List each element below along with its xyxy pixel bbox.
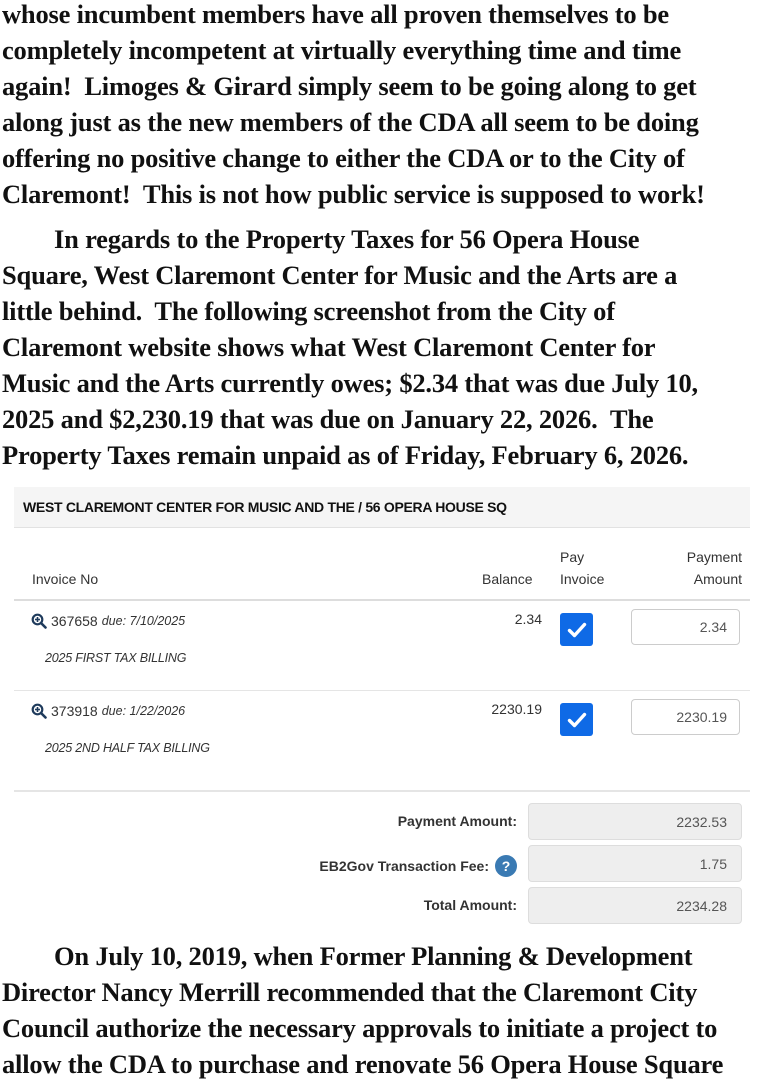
invoice-number: 373918 xyxy=(51,703,98,719)
invoice-description: 2025 2ND HALF TAX BILLING xyxy=(45,741,210,755)
text-line: little behind. The following screenshot from the City of xyxy=(2,296,615,326)
text-line: Music and the Arts currently owes; $2.34 that was due July 10, xyxy=(2,368,698,398)
paragraph-2 xyxy=(0,221,698,473)
invoice-balance: 2.34 xyxy=(514,611,542,627)
invoice-balance: 2230.19 xyxy=(491,701,542,717)
invoice-link[interactable] xyxy=(31,613,185,629)
column-header-payment-amount xyxy=(687,546,742,590)
total-amount-row xyxy=(14,887,750,925)
table-row xyxy=(14,601,750,691)
text-line: 2025 and $2,230.19 that was due on January 22, 2026. The xyxy=(2,404,654,434)
transaction-fee-label-group xyxy=(319,855,517,877)
payment-amount-label: Payment Amount: xyxy=(397,813,517,829)
column-header-pay-invoice xyxy=(560,546,604,590)
total-amount-field: 2234.28 xyxy=(528,887,742,924)
question-circle-icon[interactable]: ? xyxy=(495,855,517,877)
text-line: offering no positive change to either the CDA or to the City of xyxy=(2,143,685,173)
column-header-line: Payment xyxy=(686,549,742,565)
transaction-fee-row xyxy=(14,845,750,883)
text-line: again! Limoges & Girard simply seem to be going along to get xyxy=(2,71,697,101)
checkmark-icon xyxy=(567,712,587,728)
total-amount-label: Total Amount: xyxy=(423,897,517,913)
text-line: In regards to the Property Taxes for 56 Opera House xyxy=(54,224,640,254)
text-line: Claremont website shows what West Claremont Center for xyxy=(2,332,656,362)
payment-amount-input[interactable] xyxy=(631,699,740,735)
zoom-in-icon[interactable] xyxy=(31,703,47,719)
text-line: On July 10, 2019, when Former Planning & Development xyxy=(54,941,693,971)
invoice-number: 367658 xyxy=(51,613,98,629)
transaction-fee-label: EB2Gov Transaction Fee: xyxy=(319,858,489,874)
text-line: whose incumbent members have all proven themselves to be xyxy=(2,0,669,29)
panel-header xyxy=(14,487,750,528)
column-header-invoice-no: Invoice No xyxy=(32,571,99,587)
due-date: due: 1/22/2026 xyxy=(101,704,186,718)
text-line: allow the CDA to purchase and renovate 56 Opera House Square xyxy=(2,1049,724,1079)
column-header-line: Pay xyxy=(560,549,585,565)
invoice-link[interactable] xyxy=(31,703,185,719)
text-line: Council authorize the necessary approvals to initiate a project to xyxy=(2,1013,718,1043)
text-line: Square, West Claremont Center for Music and the Arts are a xyxy=(2,260,678,290)
due-date: due: 7/10/2025 xyxy=(101,614,186,628)
text-line: Director Nancy Merrill recommended that the Claremont City xyxy=(2,977,698,1007)
column-header-line: Amount xyxy=(693,571,742,587)
invoice-screenshot-panel xyxy=(14,487,750,927)
payment-amount-row xyxy=(14,803,750,841)
payment-amount-total-field: 2232.53 xyxy=(528,803,742,840)
checkmark-icon xyxy=(567,622,587,638)
text-line: along just as the new members of the CDA all seem to be doing xyxy=(2,107,699,137)
zoom-in-icon[interactable] xyxy=(31,613,47,629)
text-line: Claremont! This is not how public service is supposed to work! xyxy=(2,179,705,209)
table-row xyxy=(14,691,750,792)
paragraph-3 xyxy=(0,938,723,1082)
paragraph-1 xyxy=(0,0,705,212)
table-header xyxy=(14,528,750,601)
transaction-fee-field: 1.75 xyxy=(528,845,742,882)
text-line: Property Taxes remain unpaid as of Friday, February 6, 2026. xyxy=(2,440,689,470)
column-header-line: Invoice xyxy=(560,571,605,587)
payment-amount-input[interactable] xyxy=(631,609,740,645)
account-title: WEST CLAREMONT CENTER FOR MUSIC AND THE / 56 OPERA HOUSE SQ xyxy=(23,499,507,515)
pay-invoice-checkbox[interactable] xyxy=(560,703,593,736)
pay-invoice-checkbox[interactable] xyxy=(560,613,593,646)
text-line: completely incompetent at virtually everything time and time xyxy=(2,35,682,65)
invoice-description: 2025 FIRST TAX BILLING xyxy=(45,651,187,665)
column-header-balance: Balance xyxy=(482,571,533,587)
